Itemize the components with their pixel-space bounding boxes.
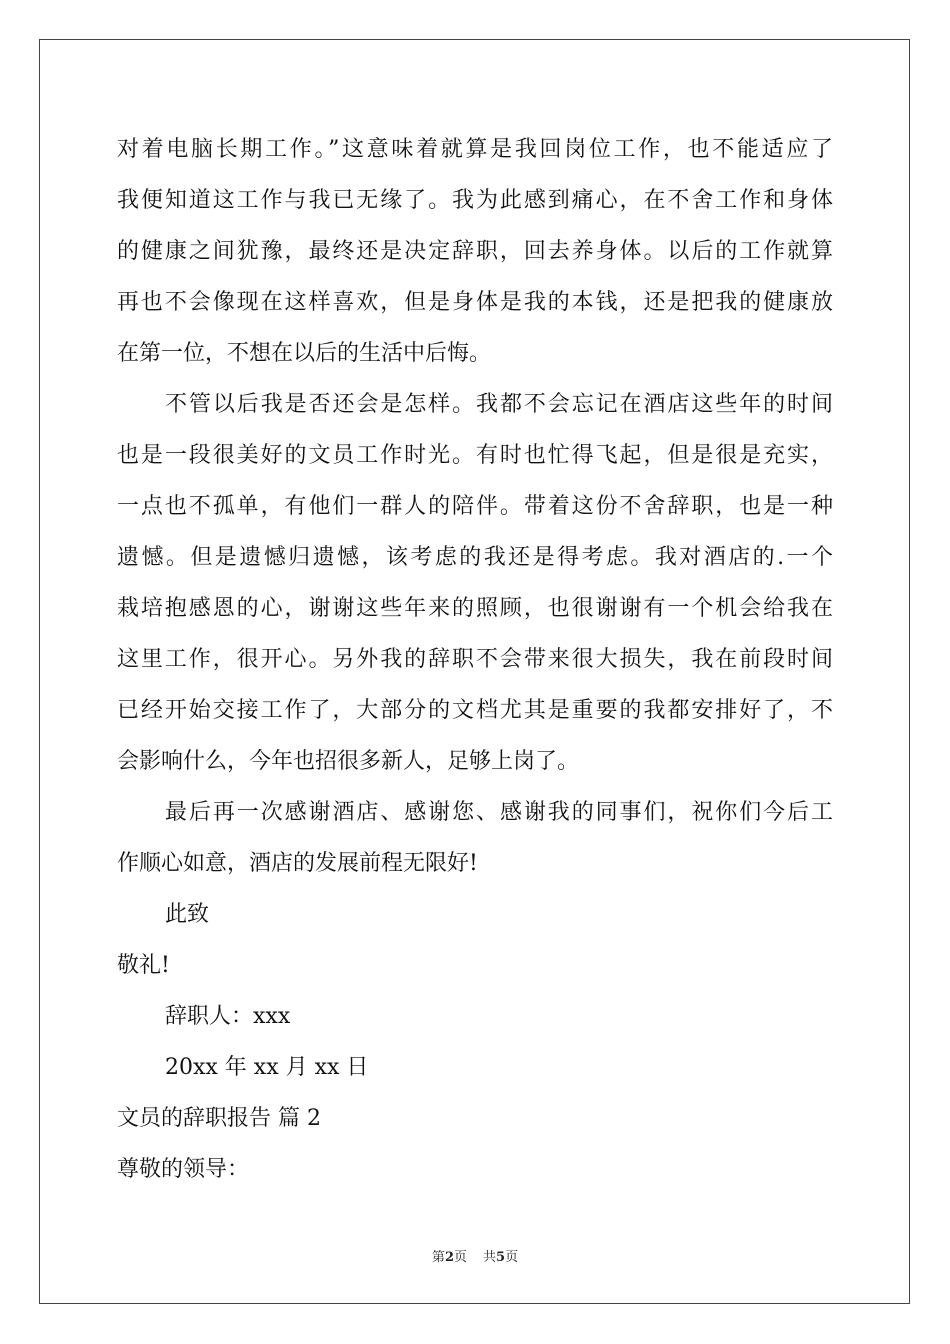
text-line: 已经开始交接工作了，大部分的文档尤其是重要的我都安排好了，不 <box>117 698 833 723</box>
page-current: 2 <box>444 1250 454 1265</box>
signer: 辞职人：xxx <box>165 1004 291 1029</box>
text-line: 作顺心如意，酒店的发展前程无限好! <box>117 851 478 876</box>
text-line: 也是一段很美好的文员工作时光。有时也忙得飞起，但是很是充实， <box>117 443 833 468</box>
text-line: 这里工作，很开心。另外我的辞职不会带来很大损失，我在前段时间 <box>117 647 833 672</box>
text-line: 最后再一次感谢酒店、感谢您、感谢我的同事们，祝你们今后工 <box>165 800 833 825</box>
paragraph-2 <box>117 379 833 787</box>
text-line: 一点也不孤单，有他们一群人的陪伴。带着这份不舍辞职，也是一种 <box>117 494 833 519</box>
date: 20xx 年 xx 月 xx 日 <box>165 1055 369 1080</box>
text-line: 的健康之间犹豫，最终还是决定辞职，回去养身体。以后的工作就算 <box>117 239 833 264</box>
closing-phrase: 此致 <box>165 902 210 927</box>
paragraph-1 <box>117 124 833 379</box>
text-line: 会影响什么，今年也招很多新人，足够上岗了。 <box>117 749 580 774</box>
paragraph-3 <box>117 787 833 889</box>
text-line: 不管以后我是否还会是怎样。我都不会忘记在酒店这些年的时间 <box>165 392 833 417</box>
document-body <box>117 124 833 1195</box>
salutation: 敬礼! <box>117 953 170 978</box>
text-line: 我便知道这工作与我已无缘了。我为此感到痛心，在不舍工作和身体 <box>117 188 833 213</box>
greeting: 尊敬的领导： <box>117 1157 250 1182</box>
text-line: 栽培抱感恩的心，谢谢这些年来的照顾，也很谢谢有一个机会给我在 <box>117 596 833 621</box>
text-line: 在第一位，不想在以后的生活中后悔。 <box>117 341 492 366</box>
text-line: 再也不会像现在这样喜欢，但是身体是我的本钱，还是把我的健康放 <box>117 290 833 315</box>
page-total: 5 <box>496 1250 506 1265</box>
section-title: 文员的辞职报告 篇 2 <box>117 1106 321 1131</box>
page-footer <box>0 1246 950 1265</box>
text-line: 遗憾。但是遗憾归遗憾，该考虑的我还是得考虑。我对酒店的.一个 <box>117 545 833 570</box>
page-suffix: 页 <box>453 1250 467 1265</box>
total-suffix: 页 <box>505 1250 519 1265</box>
total-prefix: 共 <box>483 1250 497 1265</box>
page-prefix: 第 <box>431 1250 445 1265</box>
text-line: 对着电脑长期工作。”这意味着就算是我回岗位工作，也不能适应了 <box>117 137 833 162</box>
